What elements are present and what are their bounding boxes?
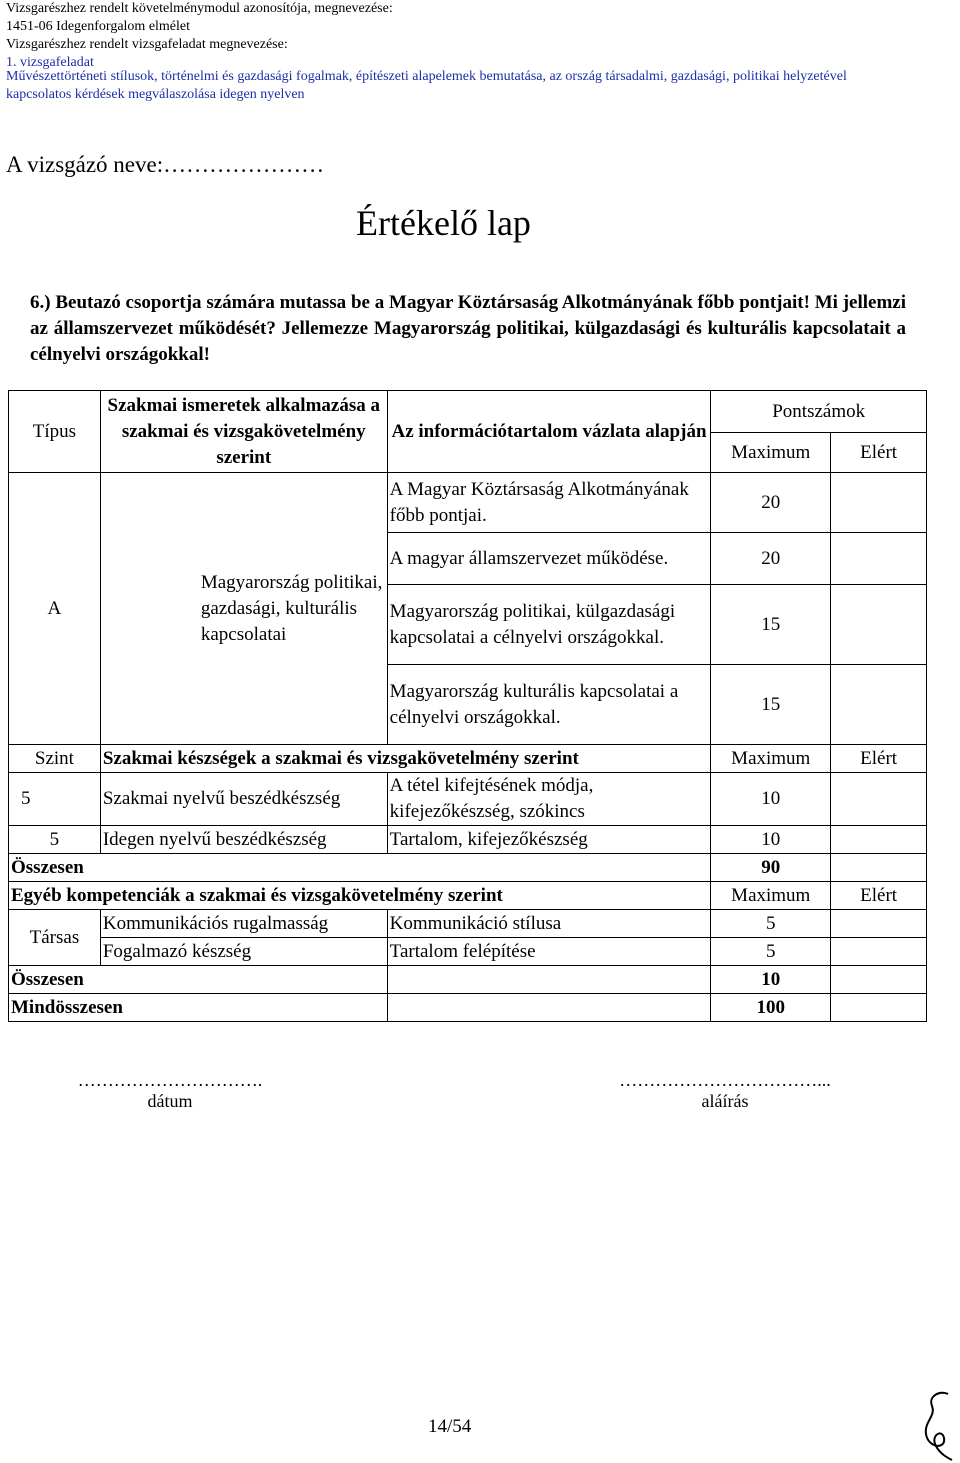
header-informacio: Az információtartalom vázlata alapján <box>387 391 711 473</box>
grand-total-label: Mindösszesen <box>9 994 388 1022</box>
header-szint: Szint <box>9 745 101 773</box>
competence-name: Kommunikációs rugalmasság <box>100 910 387 938</box>
competence-elert[interactable] <box>831 910 927 938</box>
task-description-cont: kapcsolatos kérdések megválaszolása idegen nyelven <box>6 87 305 102</box>
header-elert: Elért <box>831 882 927 910</box>
skill-name: Idegen nyelvű beszédkészség <box>100 826 387 854</box>
item-max: 15 <box>711 585 831 665</box>
item-text: Magyarország kulturális kapcsolatai a célnyelvi országokkal. <box>387 665 711 745</box>
header-pontszamok: Pontszámok <box>711 391 927 433</box>
item-elert[interactable] <box>831 533 927 585</box>
signature-field[interactable]: ……………………………... <box>619 1070 831 1090</box>
competence-max: 5 <box>711 938 831 966</box>
item-text: A magyar államszervezet működése. <box>387 533 711 585</box>
skill-level: 5 <box>9 773 101 826</box>
item-text: A Magyar Köztársaság Alkotmányának főbb pontjai. <box>387 473 711 533</box>
skill-level: 5 <box>9 826 101 854</box>
page-title: Értékelő lap <box>356 203 531 243</box>
module-name: 1451-06 Idegenforgalom elmélet <box>6 19 191 34</box>
subtotal2-label: Összesen <box>9 966 388 994</box>
type-a: A <box>9 473 101 745</box>
page-number: 14/54 <box>428 1416 472 1437</box>
header-elert: Elért <box>831 745 927 773</box>
header-maximum: Maximum <box>711 882 831 910</box>
date-label: dátum <box>147 1091 193 1111</box>
subtotal2-elert[interactable] <box>831 966 927 994</box>
skill-max: 10 <box>711 826 831 854</box>
item-elert[interactable] <box>831 473 927 533</box>
skill-name: Szakmai nyelvű beszédkészség <box>100 773 387 826</box>
item-max: 20 <box>711 533 831 585</box>
date-field[interactable]: …………………………. <box>77 1070 263 1090</box>
skill-desc: A tétel kifejtésének módja, kifejezőkészség, szókincs <box>387 773 711 826</box>
empty-cell <box>387 994 711 1022</box>
header-maximum: Maximum <box>711 745 831 773</box>
competence-name: Fogalmazó készség <box>100 938 387 966</box>
evaluation-table <box>8 390 927 1022</box>
item-max: 20 <box>711 473 831 533</box>
subtotal2-max: 10 <box>711 966 831 994</box>
header-maximum: Maximum <box>711 433 831 473</box>
item-text: Magyarország politikai, külgazdasági kapcsolatai a célnyelvi országokkal. <box>387 585 711 665</box>
header-szakmai-keszsegek: Szakmai készségek a szakmai és vizsgakövetelmény szerint <box>100 745 710 773</box>
task-description: Művészettörténeti stílusok, történelmi és gazdasági fogalmak, építészeti alapelemek bemutatása, az ország társadalmi, gazdasági, politikai helyzetével <box>6 69 847 84</box>
competence-elert[interactable] <box>831 938 927 966</box>
skill-elert[interactable] <box>831 773 927 826</box>
subtotal-elert[interactable] <box>831 854 927 882</box>
date-block <box>40 1070 300 1112</box>
competence-desc: Tartalom felépítése <box>387 938 711 966</box>
item-max: 15 <box>711 665 831 745</box>
skill-max: 10 <box>711 773 831 826</box>
examinee-name-field[interactable]: A vizsgázó neve:………………… <box>6 152 325 177</box>
competence-type: Társas <box>9 910 101 966</box>
task-text: 6.) Beutazó csoportja számára mutassa be a Magyar Köztársaság Alkotmányának főbb pontjait! Mi jellemzi az államszervezet működését? Jellemezze Magyarország politikai, külgazdasági és kulturális kapcsolatait a célnyelvi országokkal! <box>30 292 906 365</box>
subtotal-label: Összesen <box>9 854 711 882</box>
handwritten-signature <box>918 1388 956 1462</box>
skill-elert[interactable] <box>831 826 927 854</box>
topic-a: Magyarország politikai, gazdasági, kulturális kapcsolatai <box>100 473 387 745</box>
header-szakmai-ismeretek: Szakmai ismeretek alkalmazása a szakmai és vizsgakövetelmény szerint <box>100 391 387 473</box>
competence-desc: Kommunikáció stílusa <box>387 910 711 938</box>
header-tipus: Típus <box>9 391 101 473</box>
signature-label: aláírás <box>701 1091 749 1111</box>
item-elert[interactable] <box>831 585 927 665</box>
task-number: 1. vizsgafeladat <box>6 55 94 70</box>
skill-desc: Tartalom, kifejezőkészség <box>387 826 711 854</box>
header-egyeb-kompetenciak: Egyéb kompetenciák a szakmai és vizsgakövetelmény szerint <box>9 882 711 910</box>
subtotal-max: 90 <box>711 854 831 882</box>
signature-block <box>590 1070 860 1112</box>
grand-total-max: 100 <box>711 994 831 1022</box>
grand-total-elert[interactable] <box>831 994 927 1022</box>
task-label: Vizsgarészhez rendelt vizsgafeladat megnevezése: <box>6 37 288 52</box>
header-elert: Elért <box>831 433 927 473</box>
item-elert[interactable] <box>831 665 927 745</box>
competence-max: 5 <box>711 910 831 938</box>
module-label: Vizsgarészhez rendelt követelménymodul azonosítója, megnevezése: <box>6 1 393 16</box>
empty-cell <box>387 966 711 994</box>
